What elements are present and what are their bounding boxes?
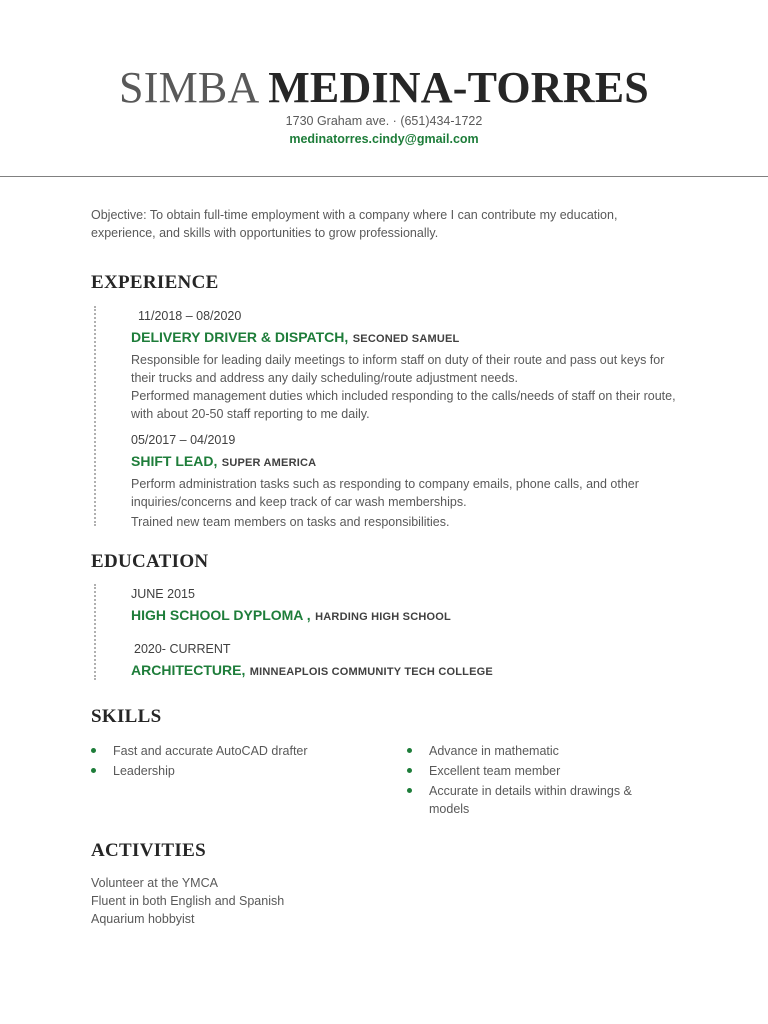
entry-description xyxy=(131,475,691,531)
first-name: SIMBA xyxy=(119,63,257,112)
skill-item: Leadership xyxy=(91,762,371,780)
experience-timeline xyxy=(94,306,96,526)
skills-heading: SKILLS xyxy=(91,706,162,727)
description-line: Perform administration tasks such as responding to company emails, phone calls, and other inquiries/concerns and keep track of car wash memberships. xyxy=(131,477,639,509)
skill-item: Excellent team member xyxy=(407,762,657,780)
bullet-icon xyxy=(407,768,412,773)
job-title: DELIVERY DRIVER & DISPATCH, xyxy=(131,329,349,345)
job-title: SHIFT LEAD, xyxy=(131,453,218,469)
employer: SECONED SAMUEL xyxy=(352,333,460,345)
degree-title: HIGH SCHOOL DYPLOMA , xyxy=(131,607,311,623)
description-line: Responsible for leading daily meetings to inform staff on duty of their route and pass out keys for their trucks and address any daily scheduling/route adjustment needs. xyxy=(131,353,665,385)
bullet-icon xyxy=(407,748,412,753)
description-line: Trained new team members on tasks and responsibilities. xyxy=(131,515,450,529)
candidate-name xyxy=(0,62,768,114)
entry-description xyxy=(131,351,691,423)
employer: SUPER AMERICA xyxy=(221,457,317,469)
experience-heading: EXPERIENCE xyxy=(91,272,219,293)
education-heading: EDUCATION xyxy=(91,551,209,572)
education-entry xyxy=(131,641,691,681)
degree-title: ARCHITECTURE, xyxy=(131,662,246,678)
bullet-icon xyxy=(91,748,96,753)
entry-date: JUNE 2015 xyxy=(131,587,195,601)
entry-date: 2020- CURRENT xyxy=(134,642,231,656)
email-link[interactable]: medinatorres.cindy@gmail.com xyxy=(289,132,479,146)
activity-item: Volunteer at the YMCA xyxy=(91,876,218,890)
skill-item: Advance in mathematic xyxy=(407,742,657,760)
skills-list-left xyxy=(91,742,371,782)
objective-text: Objective: To obtain full-time employment with a company where I can contribute my education, experience, and skills with opportunities to grow professionally. xyxy=(91,208,618,240)
experience-entry xyxy=(131,432,691,531)
education-entry xyxy=(131,586,691,626)
school-name: HARDING HIGH SCHOOL xyxy=(315,611,451,623)
activity-item: Fluent in both English and Spanish xyxy=(91,894,285,908)
header-divider xyxy=(0,176,768,177)
skill-item: Fast and accurate AutoCAD drafter xyxy=(91,742,371,760)
description-line: Performed management duties which included responding to the calls/needs of staff on their route, with about 20-50 staff reporting to me daily. xyxy=(131,389,676,421)
skills-list-right xyxy=(407,742,657,820)
education-timeline xyxy=(94,584,96,680)
experience-entry xyxy=(131,308,691,423)
entry-date: 11/2018 – 08/2020 xyxy=(138,309,242,323)
skill-item: Accurate in details within drawings & models xyxy=(407,782,657,818)
entry-date: 05/2017 – 04/2019 xyxy=(131,433,236,447)
bullet-icon xyxy=(407,788,412,793)
school-name: MINNEAPLOIS COMMUNITY TECH COLLEGE xyxy=(249,666,493,678)
bullet-icon xyxy=(91,768,96,773)
activity-item: Aquarium hobbyist xyxy=(91,912,195,926)
activities-heading: ACTIVITIES xyxy=(91,840,206,861)
address-phone: 1730 Graham ave. · (651)434-1722 xyxy=(285,114,483,128)
last-name: MEDINA-TORRES xyxy=(268,63,649,112)
activities-list xyxy=(91,874,284,928)
